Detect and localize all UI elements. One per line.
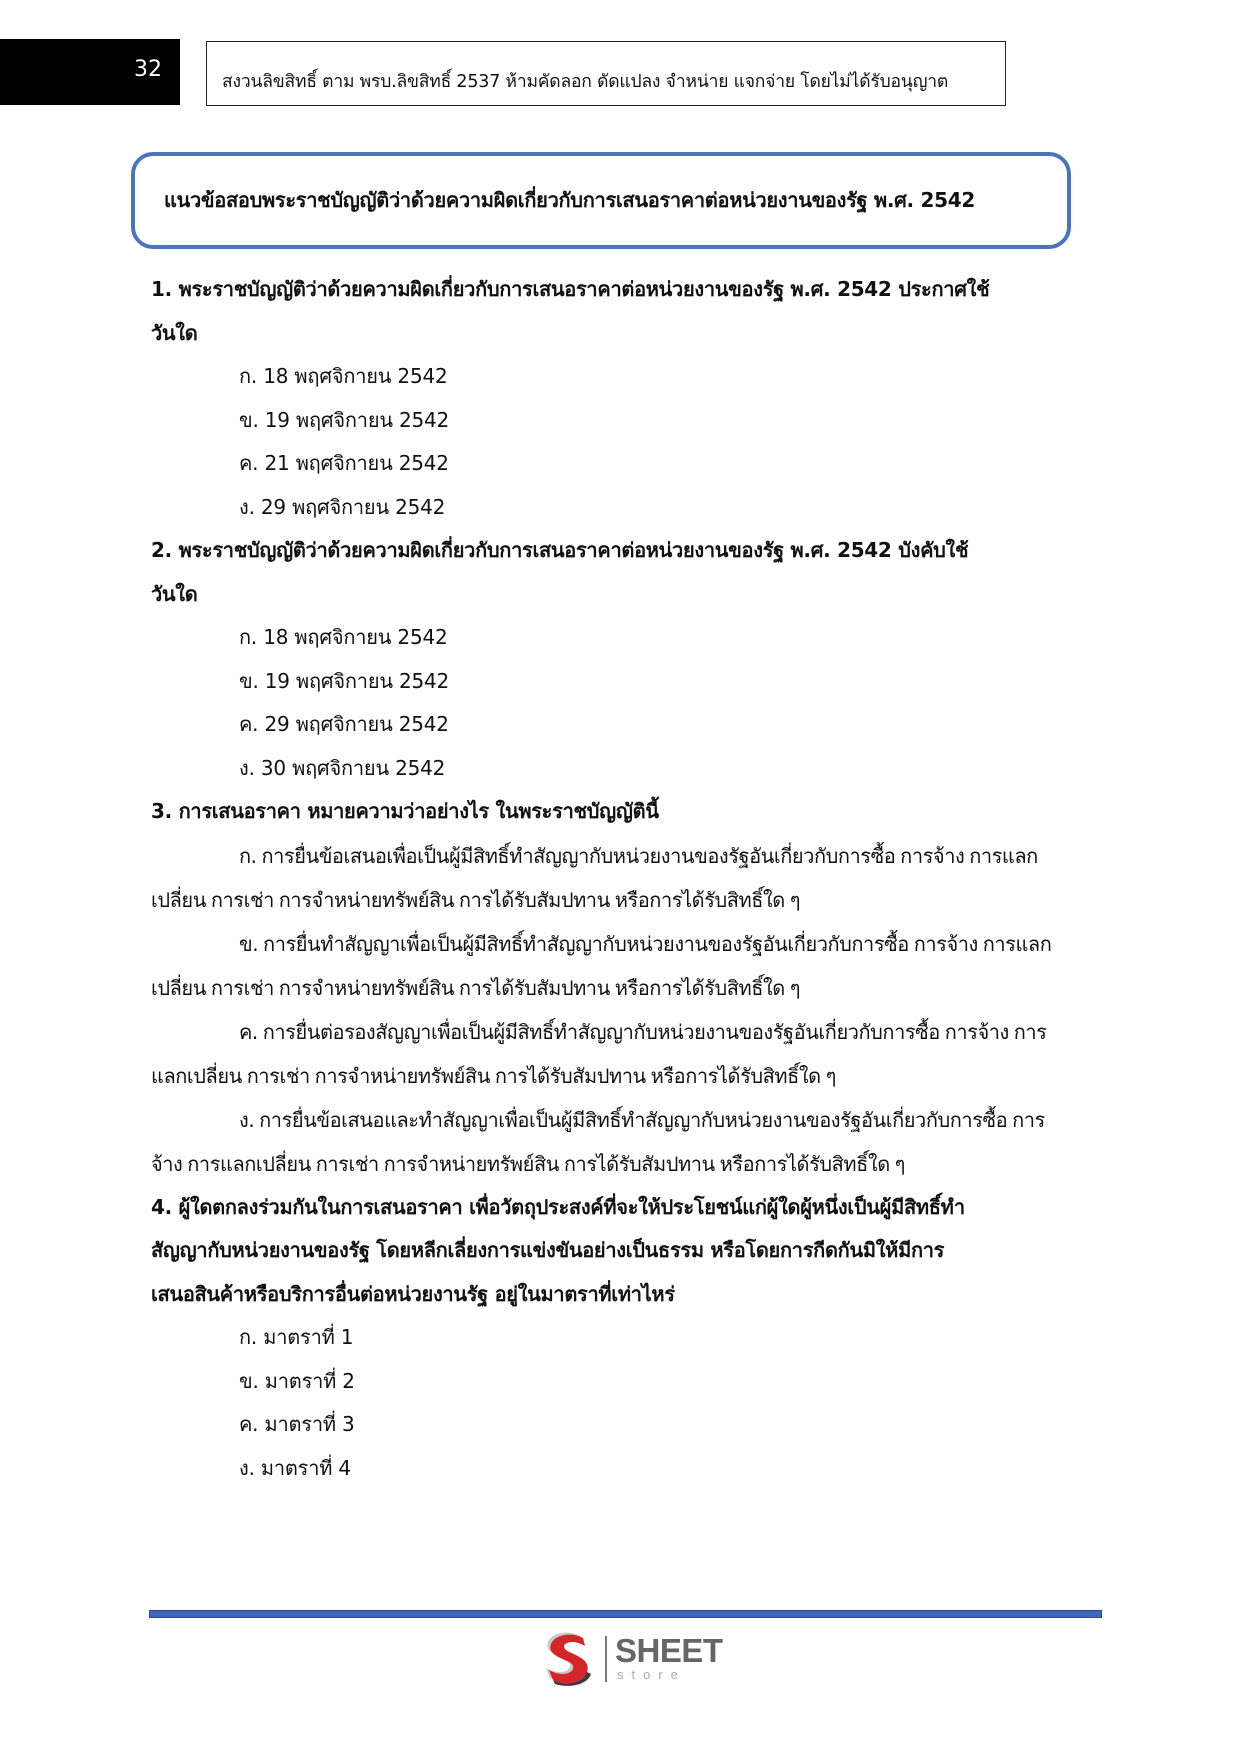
page-number: 32 xyxy=(134,57,162,82)
question-text: สัญญากับหน่วยงานของรัฐ โดยหลีกเลี่ยงการแข่งขันอย่างเป็นธรรม หรือโดยการกีดกันมิให้มีการ xyxy=(151,1238,945,1262)
question-text: 3. การเสนอราคา หมายความว่าอย่างไร ในพระราชบัญญัตินี้ xyxy=(151,799,659,823)
sheet-store-logo xyxy=(543,1632,733,1688)
logo-wordmark: SHEET xyxy=(615,1632,723,1669)
answer-option: ก. การยื่นข้อเสนอเพื่อเป็นผู้มีสิทธิ์ทำสัญญากับหน่วยงานของรัฐอันเกี่ยวกับการซื้อ การจ้าง การแลกเปลี่ยน การเช่า การจำหน่ายทรัพย์สิน การได้รับสัมปทาน หรือการได้รับสิทธิ์ใด ๆ xyxy=(151,843,1038,912)
answer-option: ข. มาตราที่ 2 xyxy=(239,1368,355,1393)
answer-option: ค. 29 พฤศจิกายน 2542 xyxy=(239,712,449,736)
question-text: วันใด xyxy=(151,320,198,345)
document-title-box xyxy=(131,152,1071,249)
document-title: แนวข้อสอบพระราชบัญญัติว่าด้วยความผิดเกี่ยวกับการเสนอราคาต่อหน่วยงานของรัฐ พ.ศ. 2542 xyxy=(164,188,975,212)
answer-option: ก. 18 พฤศจิกายน 2542 xyxy=(239,364,448,388)
answer-option: ข. การยื่นทำสัญญาเพื่อเป็นผู้มีสิทธิ์ทำสัญญากับหน่วยงานของรัฐอันเกี่ยวกับการซื้อ การจ้าง การแลกเปลี่ยน การเช่า การจำหน่ายทรัพย์สิน การได้รับสัมปทาน หรือการได้รับสิทธิ์ใด ๆ xyxy=(151,931,1052,1000)
question-3 xyxy=(151,790,1056,1186)
answer-option: ข. 19 พฤศจิกายน 2542 xyxy=(239,668,450,693)
answer-option: ง. 29 พฤศจิกายน 2542 xyxy=(239,494,446,519)
question-text: 4. ผู้ใดตกลงร่วมกันในการเสนอราคา เพื่อวัตถุประสงค์ที่จะให้ประโยชน์แก่ผู้ใดผู้หนึ่งเป็นผู้มีสิทธิ์ทำ xyxy=(151,1194,965,1219)
copyright-notice: สงวนลิขสิทธิ์ ตาม พรบ.ลิขสิทธิ์ 2537 ห้ามคัดลอก ดัดแปลง จำหน่าย แจกจ่าย โดยไม่ได้รับอนุญาต xyxy=(222,72,949,92)
question-text: 1. พระราชบัญญัติว่าด้วยความผิดเกี่ยวกับการเสนอราคาต่อหน่วยงานของรัฐ พ.ศ. 2542 ประกาศใช้ xyxy=(151,277,990,301)
logo-subtitle: store xyxy=(617,1667,686,1682)
page-number-block xyxy=(0,39,180,105)
answer-option: ก. มาตราที่ 1 xyxy=(239,1325,354,1349)
footer-divider xyxy=(149,1610,1102,1618)
question-list xyxy=(151,268,1056,1490)
answer-option: ค. มาตราที่ 3 xyxy=(239,1412,355,1436)
answer-option: ง. 30 พฤศจิกายน 2542 xyxy=(239,755,446,780)
copyright-header xyxy=(206,41,1006,106)
answer-option: ค. 21 พฤศจิกายน 2542 xyxy=(239,451,449,475)
answer-option: ก. 18 พฤศจิกายน 2542 xyxy=(239,625,448,649)
answer-option: ข. 19 พฤศจิกายน 2542 xyxy=(239,407,450,432)
question-text: เสนอสินค้าหรือบริการอื่นต่อหน่วยงานรัฐ อยู่ในมาตราที่เท่าไหร่ xyxy=(151,1281,675,1306)
answer-option: ง. มาตราที่ 4 xyxy=(239,1455,351,1480)
answer-option: ค. การยื่นต่อรองสัญญาเพื่อเป็นผู้มีสิทธิ์ทำสัญญากับหน่วยงานของรัฐอันเกี่ยวกับการซื้อ การจ้าง การแลกเปลี่ยน การเช่า การจำหน่ายทรัพย์สิน การได้รับสัมปทาน หรือการได้รับสิทธิ์ใด ๆ xyxy=(151,1019,1047,1088)
s-logo-icon xyxy=(543,1632,595,1686)
question-2 xyxy=(151,529,1056,790)
question-text: วันใด xyxy=(151,581,198,606)
question-4 xyxy=(151,1186,1056,1491)
question-1 xyxy=(151,268,1056,529)
logo-divider xyxy=(605,1636,607,1682)
answer-option: ง. การยื่นข้อเสนอและทำสัญญาเพื่อเป็นผู้มีสิทธิ์ทำสัญญากับหน่วยงานของรัฐอันเกี่ยวกับการซื้อ การจ้าง การแลกเปลี่ยน การเช่า การจำหน่ายทรัพย์สิน การได้รับสัมปทาน หรือการได้รับสิทธิ์ใด ๆ xyxy=(151,1107,1045,1176)
question-text: 2. พระราชบัญญัติว่าด้วยความผิดเกี่ยวกับการเสนอราคาต่อหน่วยงานของรัฐ พ.ศ. 2542 บังคับใช้ xyxy=(151,538,969,562)
